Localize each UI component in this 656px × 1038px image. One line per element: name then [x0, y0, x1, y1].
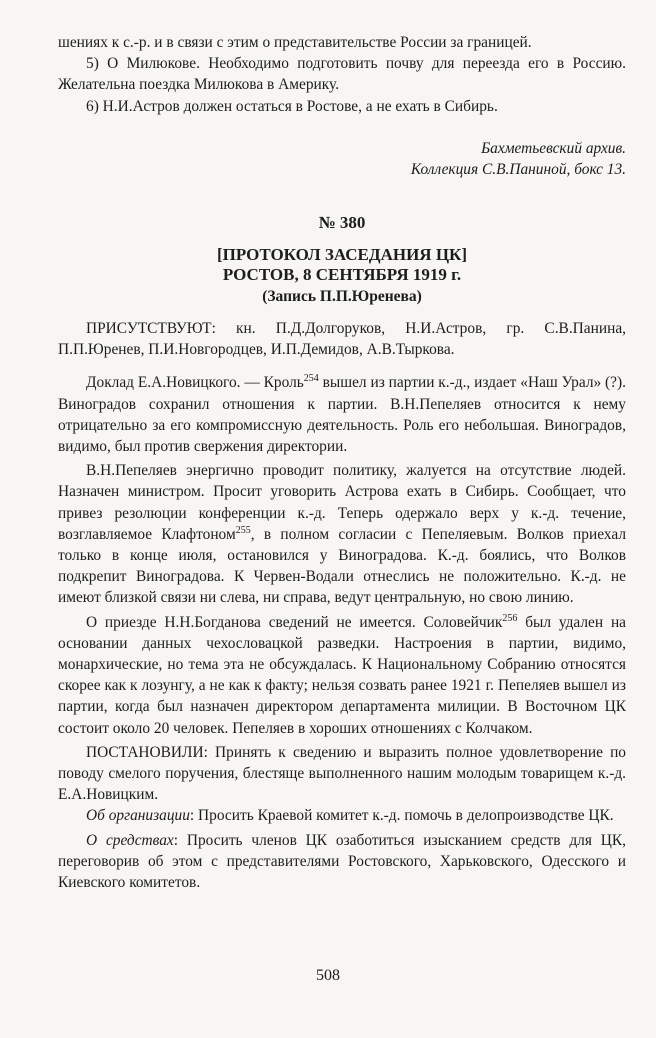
collection-name: Коллекция С.В.Паниной, бокс 13. [410, 161, 626, 179]
bogdanov-paragraph [58, 612, 626, 739]
page-number: 508 [316, 967, 340, 984]
footnote-ref: 256 [502, 612, 518, 624]
paragraph-text: был удален на основании данных чехословацкой разведки. Настроения в партии, видимо, монархические, но тема эта не обсуждалась. К Национальному Собранию относятся скорее как к лозунгу, а не как к факту; нельзя созвать ранее 1921 г. Пепеляев вышел из партии, когда был назначен директором департамента милиции. В Восточном ЦК состоит около 20 человек. Пепеляев в хороших отношениях с Колчаком. [58, 613, 627, 737]
previous-document-tail [58, 32, 626, 117]
report-text: Доклад Е.А.Новицкого. — Кроль [86, 374, 304, 392]
pepelyaev-paragraph [58, 460, 626, 608]
report-paragraph [58, 372, 626, 457]
paragraph: 6) Н.И.Астров должен остаться в Ростове, а не ехать в Сибирь. [86, 97, 498, 115]
footnote-ref: 254 [303, 373, 319, 385]
paragraph-text: , в полном согласии с Пепеляевым. Волков приехал только в конце июля, остановился у Виноградова. К.-д. боялись, что Волков подкрепит Виноградова. К Червен-Водали отнеслись не положительно. К.-д. не имеют близкой связи ни слева, ни справа, ведут центральную, но свою линию. [58, 525, 626, 607]
funds-label: О средствах [86, 831, 174, 849]
archive-name: Бахметьевский архив. [481, 140, 626, 157]
paragraph-text: В.Н.Пепеляев энергично проводит политику, жалуется на отсутствие людей. Назначен министром. Просит уговорить Астрова ехать в Сибирь. Сообщает, что привез резолюции конференции к.-д. Теперь одержало верх у к.-д. течение, возглавляемое Клафтоном [58, 462, 626, 543]
document-heading [58, 212, 626, 307]
attendees-paragraph: ПРИСУТСТВУЮТ: кн. П.Д.Долгоруков, Н.И.Астров, гр. С.В.Панина, П.П.Юренев, П.И.Новгородцев, И.П.Демидов, А.В.Тыркова. [58, 320, 626, 359]
organization-text: : Просить Краевой комитет к.-д. помочь в делопроизводстве ЦК. [189, 807, 614, 825]
organization-label: Об организации [86, 807, 190, 825]
report-text: вышел из партии к.-д., издает «Наш Урал» (?). Виноградов сохранил отношения к партии. В.Н.Пепеляев относится к нему отрицательно за его компромиссную деятельность. Роль его небольшая. Виноградов, видимо, был против свержения директории. [58, 374, 626, 456]
paragraph-text: О приезде Н.Н.Богданова сведений не имеется. Соловейчик [86, 613, 503, 631]
document-title: [ПРОТОКОЛ ЗАСЕДАНИЯ ЦК] [216, 245, 468, 265]
document-number: № 380 [318, 213, 366, 232]
funds-text: : Просить членов ЦК озаботиться изысканием средств для ЦК, переговорив об этом с представителями Ростовского, Харьковского, Одесского и Киевского комитетов. [58, 831, 626, 892]
footnote-ref: 255 [235, 524, 251, 536]
document-subtitle: (Запись П.П.Юренева) [262, 288, 422, 306]
organization-paragraph [58, 805, 626, 826]
funds-paragraph [58, 830, 626, 894]
paragraph: 5) О Милюкове. Необходимо подготовить почву для переезда его в Россию. Желательна поездка Милюкова в Америку. [58, 55, 626, 94]
document-date: РОСТОВ, 8 СЕНТЯБРЯ 1919 г. [222, 265, 462, 285]
source-reference [58, 138, 626, 180]
paragraph: шениях к с.-р. и в связи с этим о представительстве России за границей. [58, 34, 532, 51]
protocol-body [58, 318, 626, 893]
resolution-paragraph: ПОСТАНОВИЛИ: Принять к сведению и выразить полное удовлетворение по поводу смелого поручения, блестяще выполненного нашим молодым товарищем к.-д. Е.А.Новицким. [58, 743, 626, 804]
